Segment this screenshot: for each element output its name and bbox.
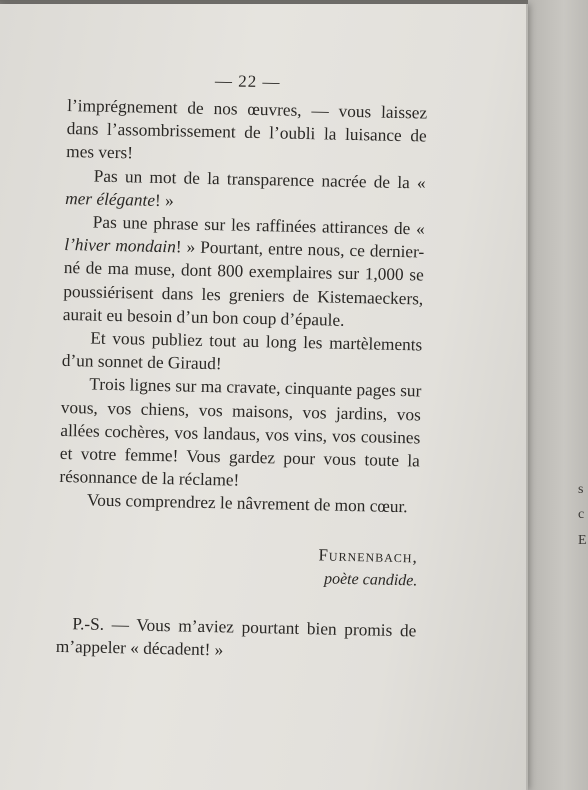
paragraph: l’imprégnement de nos œuvres, — vous laissez dans l’assombrissement de l’oubli la luisance de mes vers! xyxy=(66,95,428,163)
page-number: — 22 — xyxy=(214,71,281,92)
paragraph: Et vous publiez tout au long les martèlements d’un sonnet de Giraud! xyxy=(61,328,423,374)
paragraph: Pas une phrase sur les raffinées attirances de « l’hiver mondain! » Pourtant, entre nous, ce dernier-né de ma muse, dont 800 exemplaires sur 1,000 se poussiérisent dans les greniers de Kistemaeckers, aurait eu besoin d’un bon coup d’épaule. xyxy=(62,212,425,330)
signature-name: Furnenbach, xyxy=(318,545,419,567)
paragraph: Trois lignes sur ma cravate, cinquante pages sur vous, vos chiens, vos maisons, vos jardins, vos allées cochères, vos landaus, vos vins, vos cousines et votre femme! Vous gardez pour vous toute la résonnance de la réclame! xyxy=(59,374,422,490)
next-page-edge xyxy=(528,0,588,790)
paragraph: Pas un mot de la transparence nacrée de la « mer élégante! » xyxy=(65,166,426,211)
signature xyxy=(57,538,418,594)
edge-fragment: E xyxy=(578,533,587,548)
edge-fragment: s xyxy=(578,482,584,497)
page-text xyxy=(55,68,428,683)
paragraph: Vous comprendrez le nâvrement de mon cœur. xyxy=(86,490,408,517)
postscript: P.-S. — Vous m’aviez pourtant bien promis de m’appeler « décadent! » xyxy=(55,613,417,660)
edge-fragment: c xyxy=(578,507,585,522)
signature-role: poète candide. xyxy=(323,570,418,590)
